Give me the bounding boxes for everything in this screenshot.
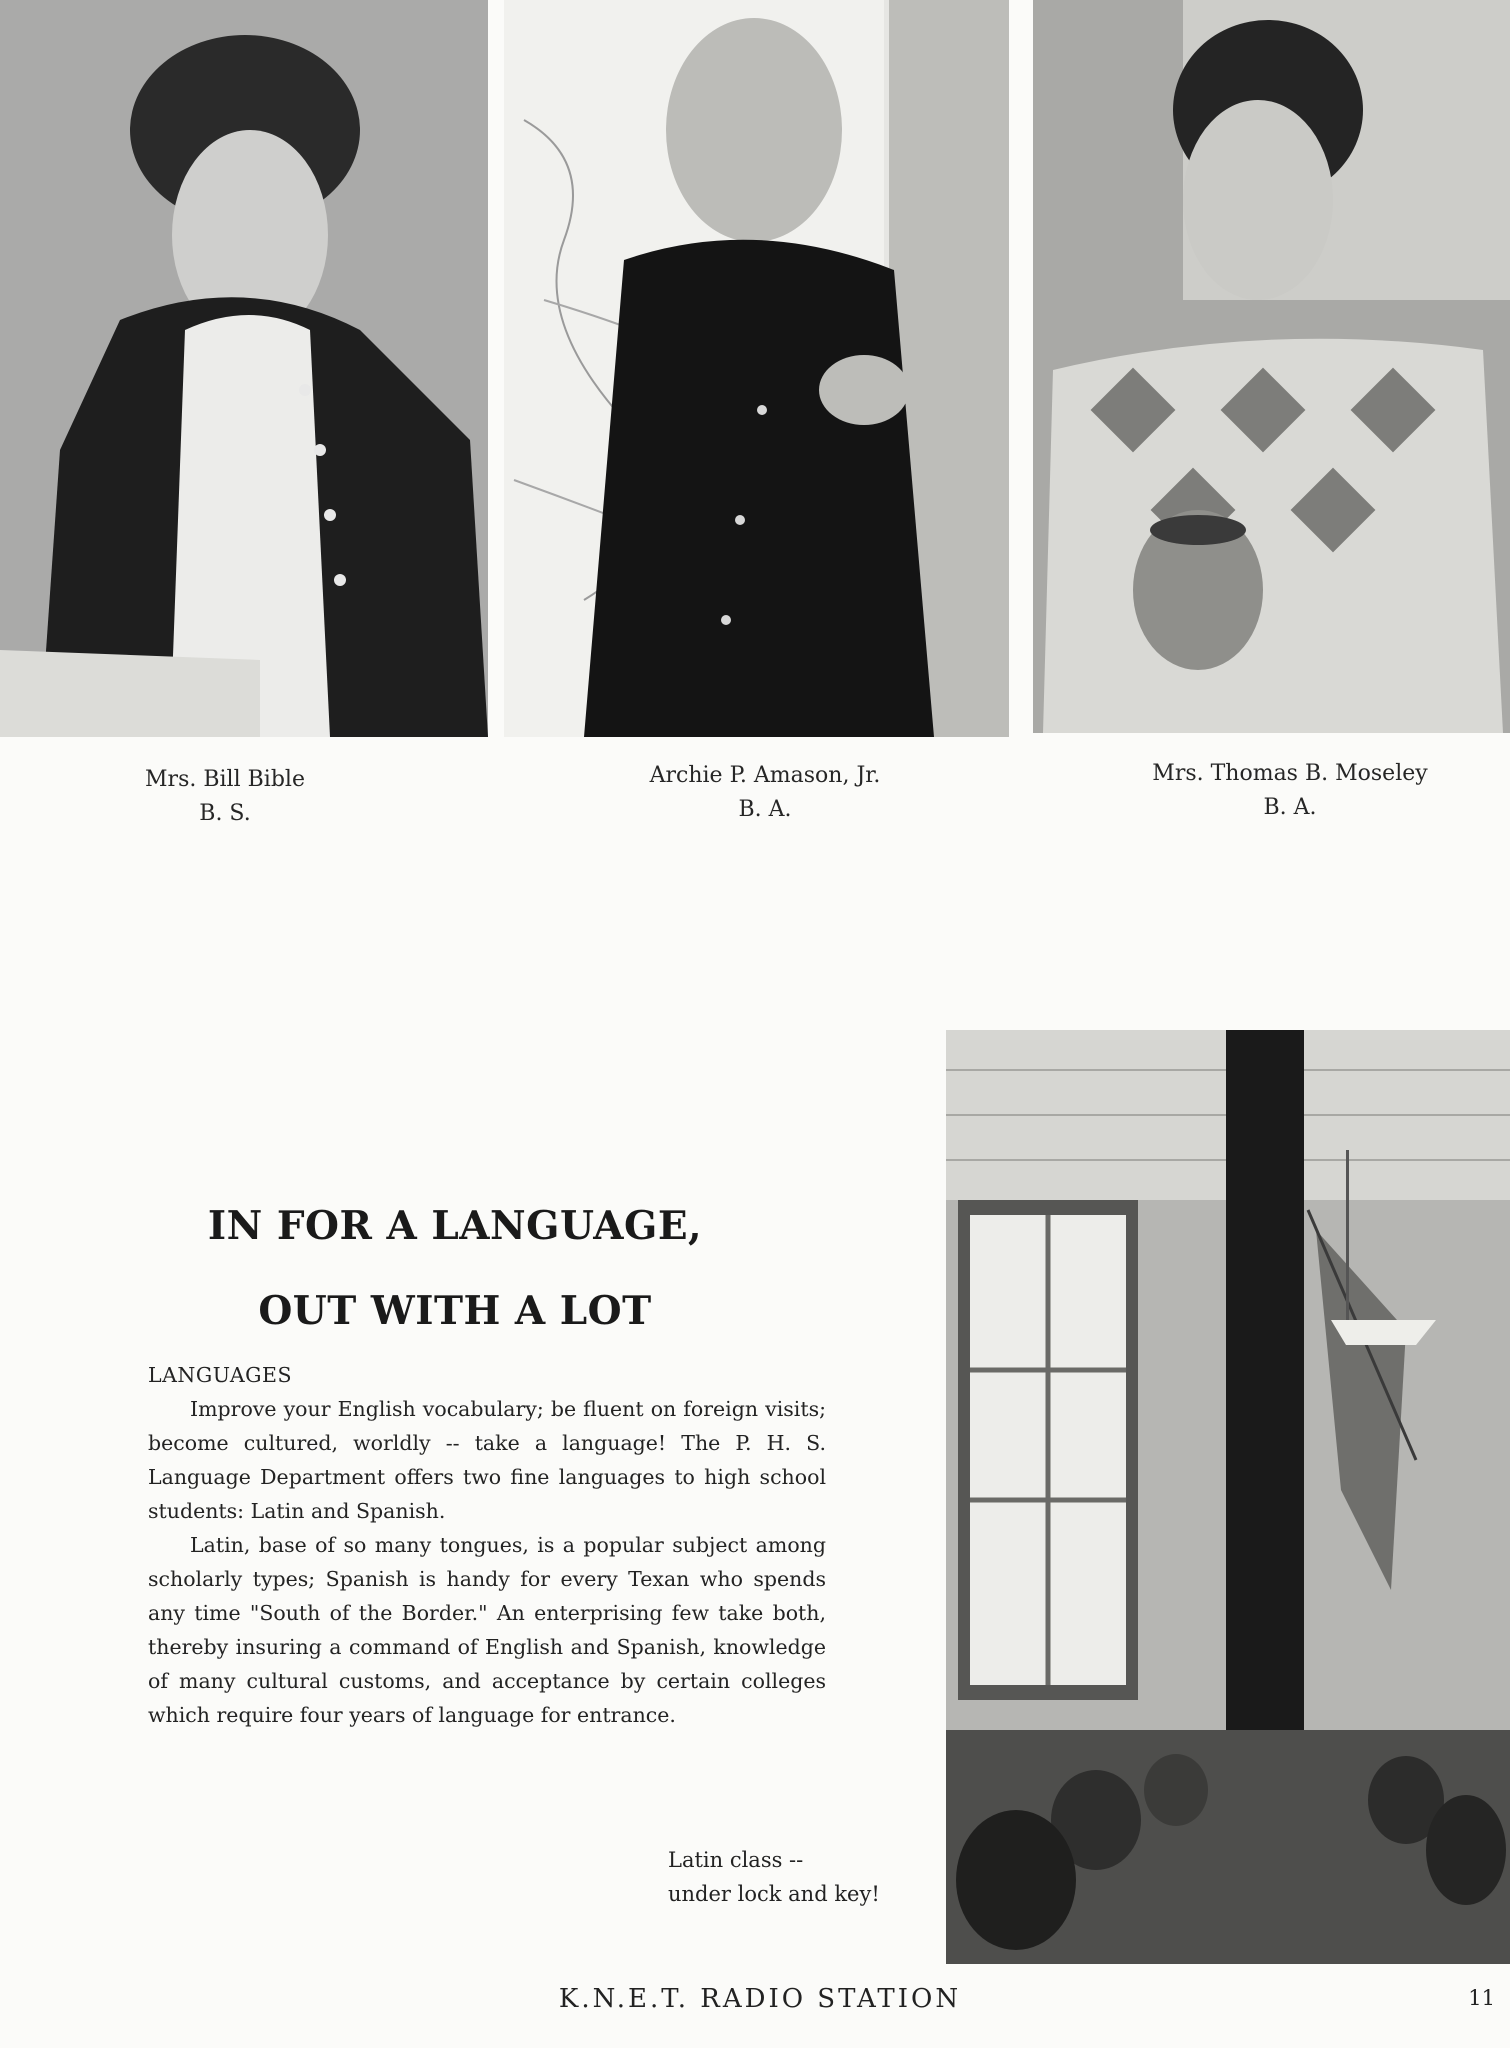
teacher-photo-amason <box>504 0 1009 737</box>
teacher-degree: B. A. <box>1263 795 1317 820</box>
teacher-name: Archie P. Amason, Jr. <box>649 763 881 788</box>
teacher-photo-bible <box>0 0 488 737</box>
article-paragraph-1: Improve your English vocabulary; be fluent on foreign visits; become cultured, worldly -- take a language! The P. H. S. Language Department offers two fine languages to high school students: Latin and Spanish. <box>148 1397 826 1523</box>
classroom-caption-line-1: Latin class -- <box>668 1848 804 1872</box>
portrait-woman-with-vase <box>1033 0 1510 733</box>
classroom-photo <box>946 1030 1510 1964</box>
teacher-caption-moseley <box>1120 757 1460 825</box>
teacher-name: Mrs. Bill Bible <box>145 767 305 792</box>
classroom-scene <box>946 1030 1510 1964</box>
teacher-degree: B. A. <box>738 797 792 822</box>
classroom-caption <box>668 1843 908 1911</box>
page-number: 11 <box>1468 1986 1495 2010</box>
headline-line-2: OUT WITH A LOT <box>258 1288 652 1334</box>
teacher-degree: B. S. <box>199 801 251 826</box>
classroom-caption-line-2: under lock and key! <box>668 1882 880 1906</box>
article-body <box>148 1358 826 1732</box>
portrait-woman-with-book <box>0 0 488 737</box>
teacher-caption-amason <box>600 759 930 827</box>
headline-line-1: IN FOR A LANGUAGE, <box>207 1203 703 1249</box>
portrait-man-at-map <box>504 0 1009 737</box>
footer-station: K.N.E.T. RADIO STATION <box>558 1984 962 2014</box>
teacher-caption-bible <box>80 763 370 831</box>
section-heading: LANGUAGES <box>148 1363 293 1387</box>
teacher-name: Mrs. Thomas B. Moseley <box>1152 761 1428 786</box>
article-paragraph-2: Latin, base of so many tongues, is a popular subject among scholarly types; Spanish is handy for every Texan who spends any time "South of the Border." An enterprising few take both, thereby insuring a command of English and Spanish, knowledge of many cultural customs, and acceptance by certain colleges which require four years of language for entrance. <box>148 1533 826 1727</box>
teacher-photo-moseley <box>1033 0 1510 733</box>
